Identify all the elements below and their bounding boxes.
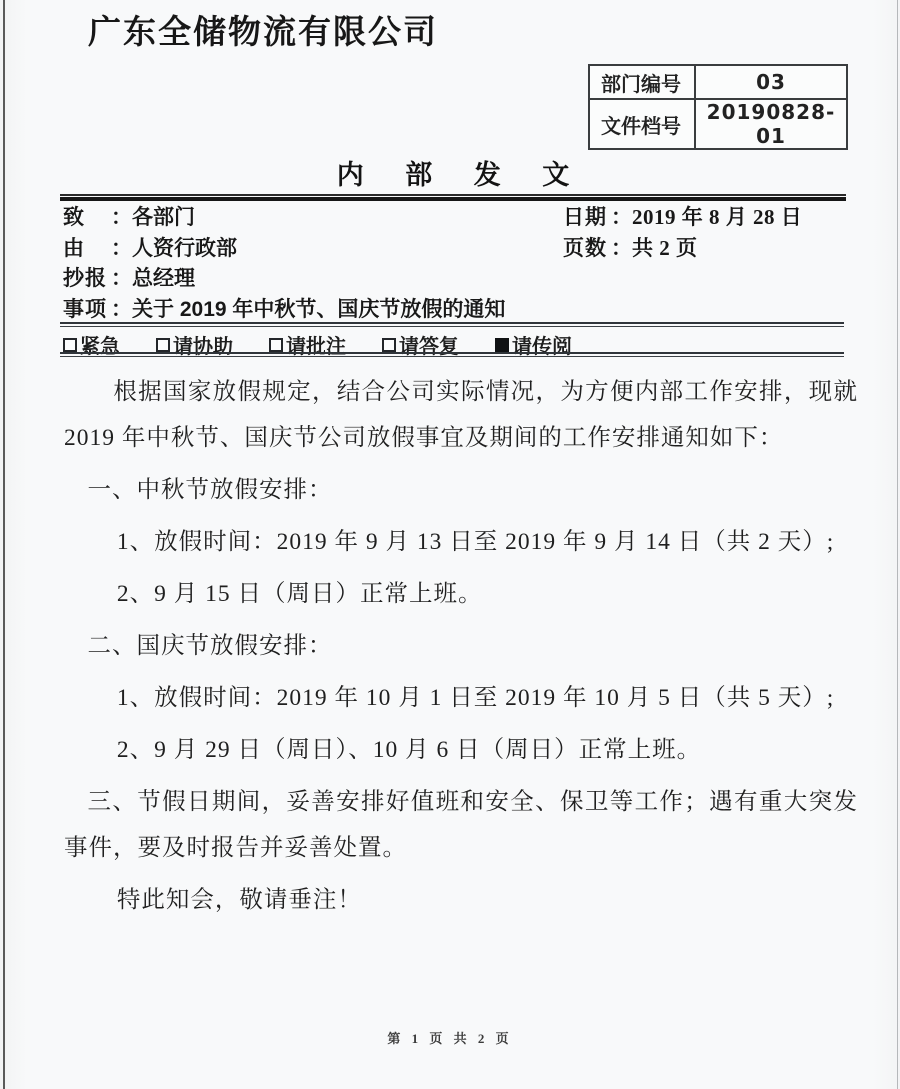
field-from-value: 人资行政部 — [132, 236, 237, 260]
checkbox-icon — [156, 338, 170, 352]
colon: ： — [111, 236, 132, 260]
scan-edge-artifact-right — [897, 0, 898, 1089]
paragraph-intro: 根据国家放假规定，结合公司实际情况，为方便内部工作安排，现就 2019 年中秋节、国庆节公司放假事宜及期间的工作安排通知如下： — [64, 379, 858, 451]
colon: ： — [111, 267, 132, 290]
file-number-value: 20190828-01 — [695, 99, 847, 149]
table-row — [589, 65, 847, 99]
field-subject-value: 关于 2019 年中秋节、国庆节放假的通知 — [132, 297, 506, 321]
subject-divider — [60, 322, 844, 327]
paragraph-section-2: 二、国庆节放假安排： — [87, 633, 333, 659]
dept-number-label: 部门编号 — [589, 65, 695, 99]
checkbox-icon — [495, 338, 509, 352]
field-pages-value: 共 2 页 — [632, 235, 698, 260]
title-divider — [60, 194, 846, 201]
memo-header-right-column — [563, 201, 802, 262]
page-number-footer: 第 1 页 共 2 页 — [387, 1031, 513, 1046]
field-date-label: 日期 — [563, 206, 607, 229]
paragraph-closing: 特此知会，敬请垂注！ — [116, 887, 362, 913]
document-info-table — [588, 64, 848, 150]
paragraph-section-1: 一、中秋节放假安排： — [87, 477, 333, 503]
field-subject — [63, 293, 846, 324]
field-pages — [563, 232, 802, 263]
checkbox-icon — [63, 338, 77, 352]
field-pages-label: 页数 — [563, 236, 607, 260]
colon: ： — [611, 206, 632, 229]
checkbox-label: 请批注 — [286, 336, 346, 358]
paragraph-item-2-1: 1、放假时间：2019 年 10 月 1 日至 2019 年 10 月 5 日（共 5 天）; — [116, 685, 835, 711]
colon: ： — [611, 236, 632, 260]
file-number-label: 文件档号 — [589, 99, 695, 149]
colon: ： — [111, 297, 132, 321]
field-cc — [63, 262, 846, 293]
field-cc-value: 总经理 — [132, 267, 195, 290]
paragraph-item-1-1: 1、放假时间：2019 年 9 月 13 日至 2019 年 9 月 14 日（共 2 天）; — [116, 529, 835, 555]
paragraph-section-3: 三、节假日期间，妥善安排好值班和安全、保卫等工作；遇有重大突发事件，要及时报告并妥善处置。 — [64, 789, 858, 861]
checkbox-icon — [269, 338, 283, 352]
table-row — [589, 99, 847, 149]
dept-number-value: 03 — [695, 65, 847, 99]
field-date-value: 2019 年 8 月 28 日 — [632, 205, 803, 229]
scan-edge-artifact-left — [3, 0, 5, 1089]
memo-body — [64, 369, 858, 929]
colon: ： — [111, 206, 132, 229]
checkbox-label: 紧急 — [80, 336, 120, 358]
field-cc-label: 抄报 — [63, 267, 107, 290]
checkbox-label: 请协助 — [173, 336, 233, 358]
memo-header-fields — [63, 201, 846, 323]
checkbox-divider — [60, 352, 844, 357]
checkbox-label: 请答复 — [399, 336, 459, 358]
field-subject-label: 事项 — [63, 297, 107, 321]
document-title: 内 部 发 文 — [336, 160, 587, 190]
field-to-label: 致 — [63, 206, 84, 229]
paragraph-item-1-2: 2、9 月 15 日（周日）正常上班。 — [116, 581, 483, 607]
checkbox-label: 请传阅 — [512, 336, 572, 358]
paragraph-item-2-2: 2、9 月 29 日（周日）、10 月 6 日（周日）正常上班。 — [116, 737, 702, 763]
field-to-value: 各部门 — [132, 206, 195, 229]
field-date — [563, 201, 802, 232]
field-from-label: 由 — [63, 236, 84, 260]
checkbox-icon — [382, 338, 396, 352]
company-name: 广东全储物流有限公司 — [88, 13, 438, 50]
